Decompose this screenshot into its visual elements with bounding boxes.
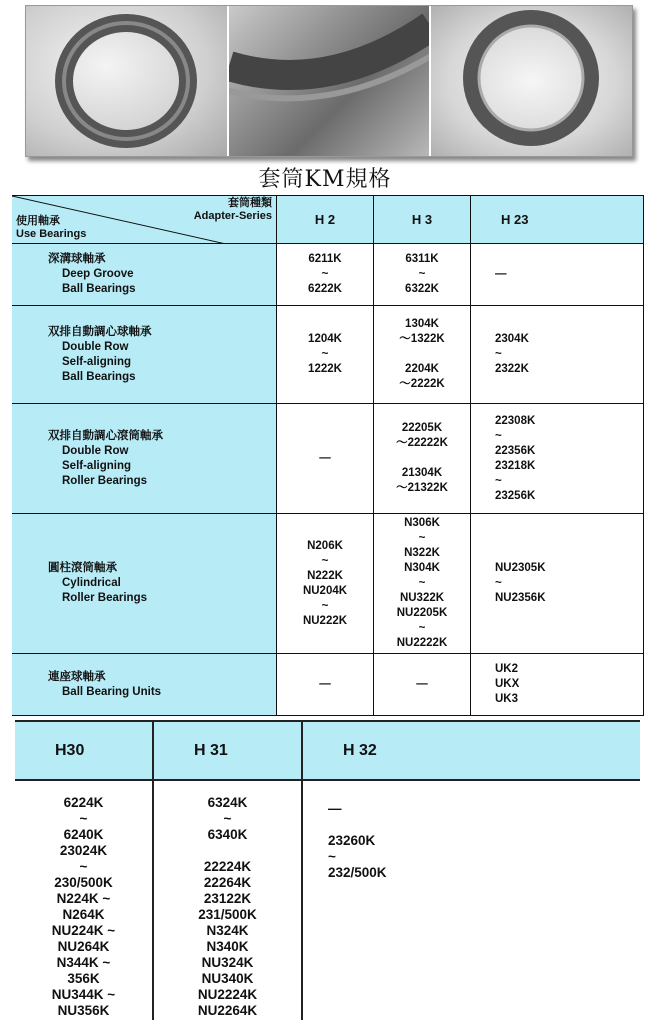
bearing-code-line: ~ — [418, 577, 426, 589]
h31-code-line: 231/500K — [198, 907, 257, 922]
bearing-code-line: N322K — [404, 547, 440, 559]
corner-top-en: Adapter-Series — [193, 210, 272, 222]
bearing-code-line: 1204K — [308, 333, 342, 345]
series-header-h31: H 31 — [153, 721, 302, 780]
h32-code-line — [328, 817, 639, 833]
h32-bearing-list — [302, 780, 640, 1020]
bearing-code-line: 1304K — [405, 318, 439, 330]
bearing-code-line: NU2205K — [396, 607, 448, 619]
h32-code-line: ~ — [328, 849, 336, 864]
bearing-code-line: NU2356K — [495, 592, 546, 604]
bearing-code-line: NU2305K — [495, 562, 546, 574]
bearing-code-line: — — [416, 678, 428, 690]
bearing-code-line: ~ — [495, 348, 502, 360]
series-header-h3: H 3 — [374, 196, 471, 244]
h31-bearing-list — [153, 780, 302, 1020]
bearing-type-line: Ball Bearings — [62, 283, 136, 295]
page-title: 套筒KM規格 — [258, 167, 392, 192]
bearing-code-line: NU322K — [399, 592, 445, 604]
h30-code-line: 23024K — [59, 843, 108, 858]
cell-h2 — [277, 244, 374, 306]
h30-code-line: 6224K — [63, 795, 104, 810]
h30-code-line: 6240K — [63, 827, 104, 842]
cell-h23 — [471, 306, 644, 404]
corner-top-zh: 套筒種類 — [228, 197, 272, 209]
h31-code-line: 22264K — [203, 875, 252, 890]
h31-code-line: 6340K — [207, 827, 248, 842]
h30-code-line: ~ — [79, 811, 88, 826]
table-row — [12, 306, 644, 404]
bearing-code-line: 1222K — [308, 363, 342, 375]
h30-code-line: N344K ~ — [56, 955, 111, 970]
h30-code-line: NU344K ~ — [51, 987, 116, 1002]
bearing-code-line: N304K — [404, 562, 440, 574]
bearing-code-line — [374, 451, 470, 466]
cell-h3 — [374, 244, 471, 306]
bearing-code-line: ~ — [321, 268, 329, 280]
bearing-code-line: N206K — [307, 539, 343, 552]
product-photos — [25, 5, 633, 157]
table-row — [12, 514, 644, 654]
series-header-h30: H30 — [15, 721, 153, 780]
h32-code-line: 23260K — [328, 833, 376, 848]
bearing-code-line: ~ — [495, 429, 502, 442]
h32-code-line: — — [328, 801, 342, 816]
bearing-type-line: Cylindrical — [62, 577, 121, 589]
bearing-code-line: ~ — [495, 577, 502, 589]
cell-h2 — [277, 404, 374, 514]
bearing-type-label — [12, 244, 277, 306]
h31-code-line: N324K — [206, 923, 249, 938]
cell-h2 — [277, 654, 374, 716]
bearing-code-line: 2322K — [495, 363, 529, 375]
bearing-code-line: ~ — [418, 268, 426, 280]
bearing-code-line: N222K — [307, 569, 343, 582]
h32-code-line: 232/500K — [328, 865, 387, 880]
cell-h2 — [277, 514, 374, 654]
bearing-code-line: 23218K — [495, 459, 536, 472]
bearing-type-line: Roller Bearings — [62, 592, 147, 604]
bearing-code-line: 22205K — [401, 422, 443, 434]
h30-bearing-list — [15, 780, 153, 1020]
bearing-code-line: 6211K — [308, 253, 342, 265]
corner-bottom-en: Use Bearings — [16, 228, 87, 240]
bearing-code-line: ~ — [418, 532, 426, 544]
table-row — [12, 654, 644, 716]
large-series-table — [15, 720, 640, 1020]
bearing-code-line: 22356K — [495, 444, 536, 457]
bearing-type-line: Ball Bearings — [62, 370, 136, 383]
bearing-code-line: — — [319, 452, 331, 464]
series-header-h2: H 2 — [277, 196, 374, 244]
bearing-code-line: ～22222K — [396, 437, 448, 449]
h30-code-line: NU264K — [57, 939, 110, 954]
series-header-h32: H 32 — [302, 721, 640, 780]
bearing-code-line: UK2 — [495, 663, 519, 675]
bearing-type-line: 双排自動調心球軸承 — [48, 325, 152, 338]
bearing-type-line: Double Row — [62, 340, 129, 353]
h30-code-line: ~ — [79, 859, 88, 874]
bearing-type-line: Deep Groove — [62, 268, 134, 280]
bearing-code-line — [374, 347, 470, 362]
bearing-code-line: ～1322K — [399, 333, 445, 345]
bearing-type-label — [12, 514, 277, 654]
bearing-code-line: ~ — [418, 622, 426, 634]
h31-code-line: N340K — [206, 939, 249, 954]
bearing-type-line: 深溝球軸承 — [48, 253, 106, 265]
table-row — [12, 244, 644, 306]
lock-nut-photo-2 — [229, 6, 432, 156]
bearing-code-line: — — [319, 678, 331, 690]
h31-code-line — [155, 843, 300, 859]
cell-h23 — [471, 654, 644, 716]
cell-h3 — [374, 654, 471, 716]
h30-code-line: NU356K — [57, 1003, 110, 1018]
bearing-code-line: 6322K — [405, 283, 439, 295]
h30-code-line: N264K — [62, 907, 105, 922]
lock-nut-photo-3 — [431, 6, 632, 156]
h30-code-line: 230/500K — [54, 875, 113, 890]
bearing-type-line: 双排自動調心滾筒軸承 — [48, 429, 163, 442]
h31-code-line: 22224K — [203, 859, 252, 874]
cell-h3 — [374, 514, 471, 654]
table-row — [12, 404, 644, 514]
bearing-code-line: 6222K — [308, 283, 342, 295]
bearing-code-line: 2204K — [405, 363, 439, 375]
bearing-type-line: 連座球軸承 — [48, 670, 106, 683]
h30-code-line: N224K ~ — [56, 891, 111, 906]
bearing-code-line: 6311K — [405, 253, 439, 265]
bearing-code-line: ~ — [321, 554, 329, 567]
h30-code-line: 356K — [67, 971, 100, 986]
h31-code-line: 23122K — [203, 891, 252, 906]
cell-h3 — [374, 306, 471, 404]
cell-h23 — [471, 404, 644, 514]
bearing-code-line: ～21322K — [396, 482, 448, 494]
adapter-series-table — [12, 195, 644, 716]
lock-nut-photo-1 — [26, 6, 229, 156]
bearing-code-line: NU222K — [302, 614, 348, 627]
bearing-code-line: — — [495, 268, 507, 280]
bearing-code-line: ~ — [321, 599, 329, 612]
bearing-type-line: Double Row — [62, 444, 129, 457]
bearing-code-line: ~ — [321, 348, 329, 360]
h31-code-line: NU324K — [201, 955, 254, 970]
bearing-code-line: 23256K — [495, 489, 536, 502]
h30-code-line: NU224K ~ — [51, 923, 116, 938]
cell-h23 — [471, 514, 644, 654]
bearing-code-line: UK3 — [495, 693, 519, 705]
bearing-code-line: 21304K — [401, 467, 443, 479]
h31-code-line: 6324K — [207, 795, 248, 810]
bearing-type-label — [12, 654, 277, 716]
h31-code-line: ~ — [223, 811, 232, 826]
bearing-type-line: Self-aligning — [62, 459, 131, 472]
bearing-type-line: Ball Bearing Units — [62, 685, 162, 698]
cell-h2 — [277, 306, 374, 404]
bearing-type-line: Self-aligning — [62, 355, 131, 368]
bearing-code-line: 2304K — [495, 333, 529, 345]
bearing-code-line: ～2222K — [399, 378, 445, 390]
bearing-code-line: UKX — [495, 678, 520, 690]
h31-code-line: NU340K — [201, 971, 254, 986]
bearing-code-line: 22308K — [495, 414, 536, 427]
series-header-h23: H 23 — [471, 196, 644, 244]
bearing-code-line: ~ — [495, 474, 502, 487]
bearing-type-label — [12, 306, 277, 404]
bearing-code-line: N306K — [404, 517, 440, 529]
bearing-type-line: 圓柱滾筒軸承 — [48, 562, 117, 574]
table-corner-header — [12, 196, 277, 244]
bearing-type-label — [12, 404, 277, 514]
bearing-code-line: NU204K — [302, 584, 348, 597]
bearing-type-line: Roller Bearings — [62, 474, 147, 487]
cell-h3 — [374, 404, 471, 514]
h31-code-line: NU2264K — [197, 1003, 258, 1018]
cell-h23 — [471, 244, 644, 306]
corner-bottom-zh: 使用軸承 — [16, 215, 60, 227]
h31-code-line: NU2224K — [197, 987, 258, 1002]
bearing-code-line: NU2222K — [396, 637, 448, 649]
